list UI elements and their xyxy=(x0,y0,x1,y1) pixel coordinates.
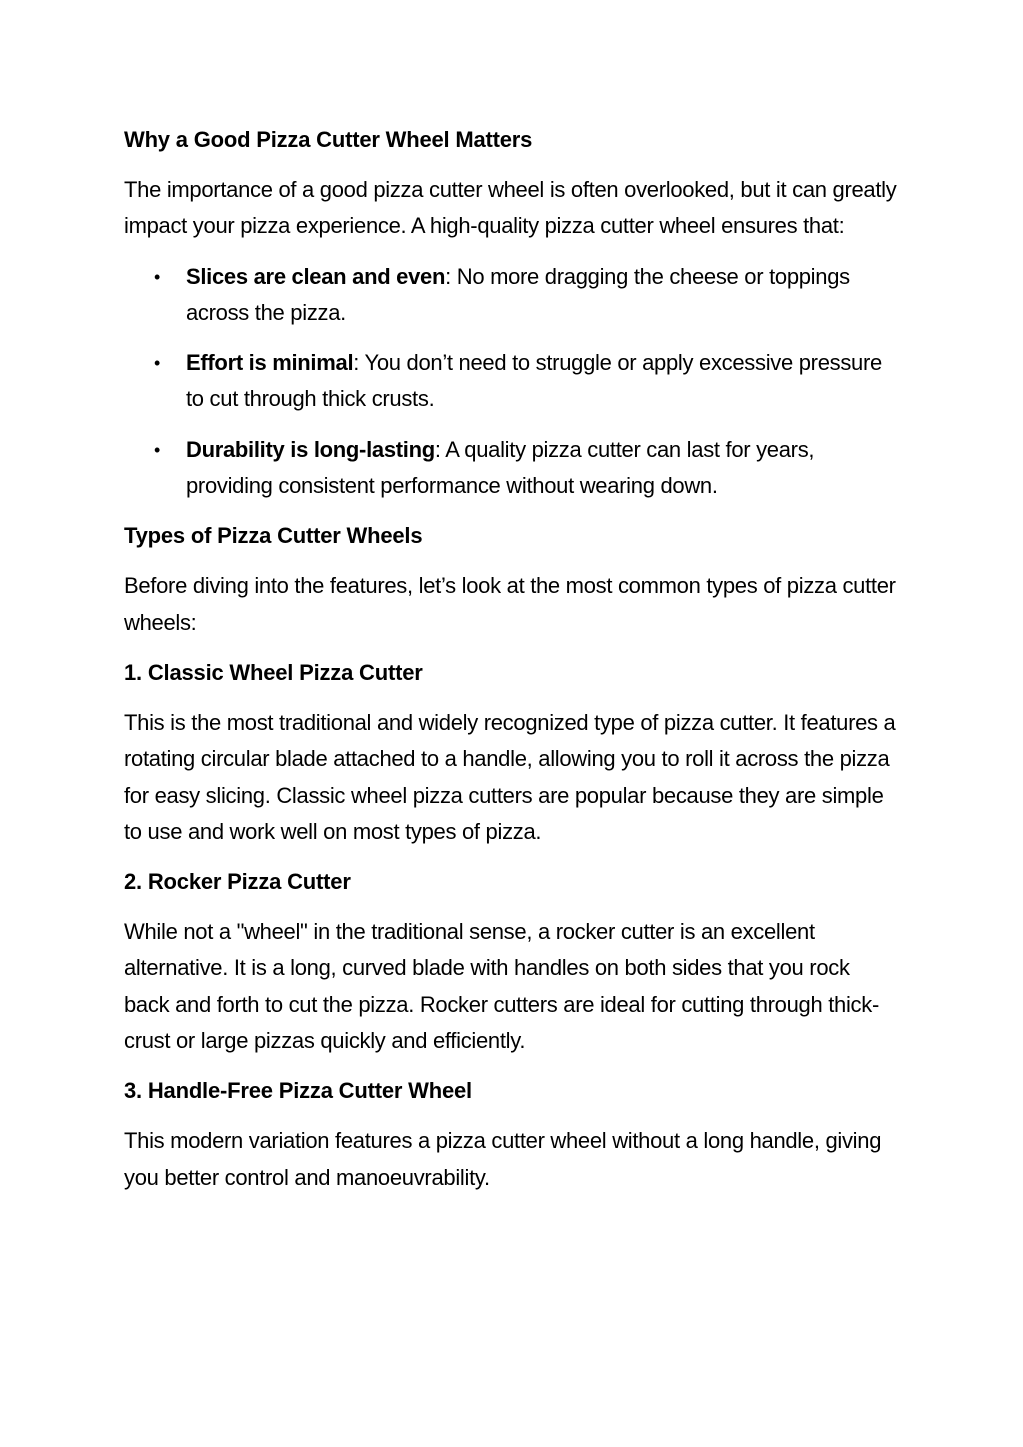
bullet-item-clean-slices xyxy=(124,259,899,332)
bullet-dot: • xyxy=(154,266,161,287)
paragraph-types-intro: Before diving into the features, let’s look at the most common types of pizza cutter wheels: xyxy=(124,573,896,635)
bullet-dot: • xyxy=(154,353,161,374)
bullet-term: Durability is long-lasting xyxy=(186,436,435,462)
section-heading-classic: 1. Classic Wheel Pizza Cutter xyxy=(124,659,423,685)
bullet-text: : No more dragging the cheese or toppings across the pizza. xyxy=(186,263,850,325)
paragraph-handle-free: This modern variation features a pizza cutter wheel without a long handle, giving you better control and manoeuvrability. xyxy=(124,1128,882,1190)
section-heading-types: Types of Pizza Cutter Wheels xyxy=(124,523,423,549)
bullet-item-minimal-effort xyxy=(124,345,899,418)
bullet-text: : You don’t need to struggle or apply excessive pressure to cut through thick crusts. xyxy=(186,350,882,412)
document-page xyxy=(124,122,899,1210)
bullet-text: : A quality pizza cutter can last for years, providing consistent performance without wearing down. xyxy=(186,436,815,499)
section-heading-handle-free: 3. Handle-Free Pizza Cutter Wheel xyxy=(124,1078,472,1104)
paragraph-why-intro: The importance of a good pizza cutter wheel is often overlooked, but it can greatly impact your pizza experience. A high-quality pizza cutter wheel ensures that: xyxy=(124,177,897,239)
bullet-dot: • xyxy=(154,439,161,460)
bullet-term: Slices are clean and even xyxy=(186,263,446,289)
bullet-term: Effort is minimal xyxy=(186,350,354,376)
bullet-item-durability xyxy=(124,432,899,505)
paragraph-rocker: While not a "wheel" in the traditional sense, a rocker cutter is an excellent alternative. It is a long, curved blade with handles on both sides that you rock back and forth to cut the pizza. Rocker cutters are ideal for cutting through thick-crust or large pizzas quickly and efficiently. xyxy=(124,919,879,1054)
section-heading-rocker: 2. Rocker Pizza Cutter xyxy=(124,869,351,895)
paragraph-classic: This is the most traditional and widely recognized type of pizza cutter. It features a rotating circular blade attached to a handle, allowing you to roll it across the pizza for easy slicing. Classic wheel pizza cutters are popular because they are simple to use and work well on most types of pizza. xyxy=(124,709,896,844)
bullet-list xyxy=(124,259,899,505)
section-heading-why: Why a Good Pizza Cutter Wheel Matters xyxy=(124,127,533,152)
